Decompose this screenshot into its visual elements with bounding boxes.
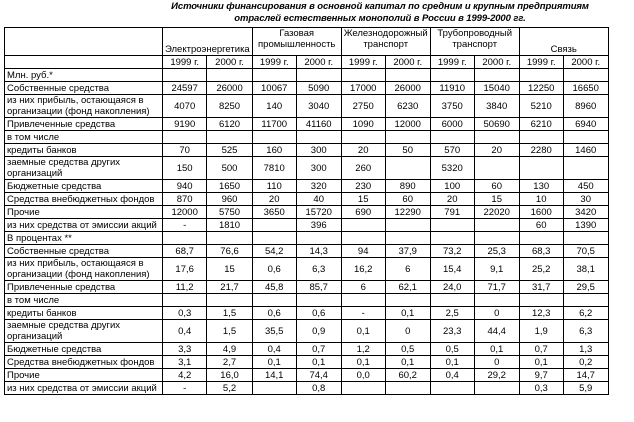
value-cell: 14,7 xyxy=(563,369,608,382)
value-cell xyxy=(385,219,430,232)
value-cell: 260 xyxy=(341,157,385,180)
value-cell: 9,1 xyxy=(474,258,519,281)
value-cell xyxy=(430,294,474,307)
year-header: 1999 г. xyxy=(163,56,207,69)
value-cell xyxy=(385,157,430,180)
row-label: Бюджетные средства xyxy=(5,343,163,356)
value-cell: 3840 xyxy=(474,95,519,118)
value-cell: 1460 xyxy=(563,144,608,157)
value-cell: 85,7 xyxy=(296,281,341,294)
row-label: Средства внебюджетных фондов xyxy=(5,193,163,206)
value-cell: 1090 xyxy=(341,118,385,131)
value-cell xyxy=(341,131,385,144)
value-cell: 15720 xyxy=(296,206,341,219)
value-cell: 24,0 xyxy=(430,281,474,294)
value-cell xyxy=(341,294,385,307)
value-cell: 0,2 xyxy=(563,356,608,369)
value-cell: 5,2 xyxy=(207,382,252,395)
value-cell: 1650 xyxy=(207,180,252,193)
row-label: заемные средства других организаций xyxy=(5,320,163,343)
value-cell: 525 xyxy=(207,144,252,157)
row-label: кредиты банков xyxy=(5,144,163,157)
value-cell: 25,3 xyxy=(474,245,519,258)
value-cell: 11700 xyxy=(252,118,296,131)
value-cell: 62,1 xyxy=(385,281,430,294)
table-row xyxy=(5,382,609,395)
value-cell: 0,1 xyxy=(474,343,519,356)
value-cell: 0,5 xyxy=(430,343,474,356)
value-cell: 1,5 xyxy=(207,320,252,343)
value-cell: 3650 xyxy=(252,206,296,219)
value-cell: 4070 xyxy=(163,95,207,118)
value-cell: 15 xyxy=(341,193,385,206)
sector-header: Трубопроводный транспорт xyxy=(430,28,519,56)
value-cell: 20 xyxy=(430,193,474,206)
value-cell: 1,5 xyxy=(207,307,252,320)
value-cell: 0,1 xyxy=(519,356,563,369)
value-cell: 16,0 xyxy=(207,369,252,382)
value-cell xyxy=(341,219,385,232)
value-cell: 15 xyxy=(474,193,519,206)
value-cell: 11,2 xyxy=(163,281,207,294)
value-cell: 0,1 xyxy=(430,356,474,369)
value-cell xyxy=(385,232,430,245)
value-cell: 6000 xyxy=(430,118,474,131)
value-cell xyxy=(207,131,252,144)
row-label: из них прибыль, остающаяся в организации (фонд накопления) xyxy=(5,95,163,118)
value-cell: 22020 xyxy=(474,206,519,219)
value-cell: 44,4 xyxy=(474,320,519,343)
table-row xyxy=(5,258,609,281)
value-cell: 1390 xyxy=(563,219,608,232)
value-cell xyxy=(207,294,252,307)
value-cell: 130 xyxy=(519,180,563,193)
value-cell: 6120 xyxy=(207,118,252,131)
value-cell: 1,3 xyxy=(563,343,608,356)
value-cell: 20 xyxy=(252,193,296,206)
value-cell xyxy=(252,131,296,144)
value-cell: 3040 xyxy=(296,95,341,118)
value-cell: 68,7 xyxy=(163,245,207,258)
value-cell: 41160 xyxy=(296,118,341,131)
value-cell xyxy=(430,232,474,245)
value-cell: 300 xyxy=(296,157,341,180)
value-cell: 940 xyxy=(163,180,207,193)
value-cell: 30 xyxy=(563,193,608,206)
sector-header: Железнодорожный транспорт xyxy=(341,28,430,56)
value-cell: 26000 xyxy=(207,82,252,95)
value-cell: 60 xyxy=(519,219,563,232)
value-cell: 0,6 xyxy=(252,307,296,320)
value-cell xyxy=(474,232,519,245)
value-cell: 26000 xyxy=(385,82,430,95)
value-cell: 0,9 xyxy=(296,320,341,343)
value-cell xyxy=(207,232,252,245)
value-cell: 9,7 xyxy=(519,369,563,382)
unit-row xyxy=(5,69,609,82)
value-cell: 15040 xyxy=(474,82,519,95)
row-label: Средства внебюджетных фондов xyxy=(5,356,163,369)
table-row xyxy=(5,369,609,382)
table-row xyxy=(5,219,609,232)
value-cell: 12000 xyxy=(163,206,207,219)
value-cell xyxy=(563,232,608,245)
value-cell: 68,3 xyxy=(519,245,563,258)
year-header: 1999 г. xyxy=(430,56,474,69)
row-label: Прочие xyxy=(5,206,163,219)
year-header: 1999 г. xyxy=(252,56,296,69)
value-cell: 6230 xyxy=(385,95,430,118)
value-cell xyxy=(385,131,430,144)
financing-table xyxy=(4,27,609,395)
value-cell: 3,3 xyxy=(163,343,207,356)
value-cell xyxy=(563,294,608,307)
row-label: заемные средства других организаций xyxy=(5,157,163,180)
sector-header-row xyxy=(5,28,609,56)
value-cell: 8960 xyxy=(563,95,608,118)
value-cell xyxy=(163,232,207,245)
value-cell: 5320 xyxy=(430,157,474,180)
value-cell: 29,2 xyxy=(474,369,519,382)
value-cell: 0,3 xyxy=(163,307,207,320)
value-cell: 5090 xyxy=(296,82,341,95)
value-cell: 0,4 xyxy=(252,343,296,356)
table-row xyxy=(5,232,609,245)
value-cell: 74,4 xyxy=(296,369,341,382)
unit-label: Млн. руб.* xyxy=(5,69,163,82)
value-cell: 110 xyxy=(252,180,296,193)
value-cell: 29,5 xyxy=(563,281,608,294)
value-cell: 16650 xyxy=(563,82,608,95)
value-cell: 3420 xyxy=(563,206,608,219)
value-cell: 140 xyxy=(252,95,296,118)
value-cell: 0,3 xyxy=(519,382,563,395)
table-row xyxy=(5,343,609,356)
row-label: Привлеченные средства xyxy=(5,118,163,131)
value-cell: - xyxy=(163,382,207,395)
value-cell: 0,5 xyxy=(385,343,430,356)
value-cell: 20 xyxy=(474,144,519,157)
value-cell xyxy=(519,157,563,180)
value-cell xyxy=(563,157,608,180)
table-row xyxy=(5,118,609,131)
value-cell xyxy=(296,232,341,245)
row-label: Бюджетные средства xyxy=(5,180,163,193)
value-cell: 5750 xyxy=(207,206,252,219)
value-cell: 7810 xyxy=(252,157,296,180)
value-cell: 6 xyxy=(385,258,430,281)
value-cell: 35,5 xyxy=(252,320,296,343)
value-cell: 1,2 xyxy=(341,343,385,356)
value-cell xyxy=(252,382,296,395)
year-header: 2000 г. xyxy=(474,56,519,69)
value-cell xyxy=(341,232,385,245)
table-row xyxy=(5,144,609,157)
value-cell: 70,5 xyxy=(563,245,608,258)
value-cell: 16,2 xyxy=(341,258,385,281)
table-row xyxy=(5,294,609,307)
table-row xyxy=(5,157,609,180)
table-row xyxy=(5,356,609,369)
value-cell: 1600 xyxy=(519,206,563,219)
row-label: из них средства от эмиссии акций xyxy=(5,219,163,232)
value-cell: 690 xyxy=(341,206,385,219)
value-cell: 160 xyxy=(252,144,296,157)
value-cell: 40 xyxy=(296,193,341,206)
value-cell: 0 xyxy=(385,320,430,343)
value-cell: 0,0 xyxy=(341,369,385,382)
table-row xyxy=(5,131,609,144)
value-cell xyxy=(163,294,207,307)
value-cell: 1,9 xyxy=(519,320,563,343)
value-cell xyxy=(474,294,519,307)
table-row xyxy=(5,206,609,219)
value-cell xyxy=(296,294,341,307)
value-cell xyxy=(252,294,296,307)
sector-header: Связь xyxy=(519,28,608,56)
year-header: 2000 г. xyxy=(563,56,608,69)
value-cell: 70 xyxy=(163,144,207,157)
value-cell: 791 xyxy=(430,206,474,219)
corner-cell xyxy=(5,56,163,69)
value-cell: 23,3 xyxy=(430,320,474,343)
value-cell: 24597 xyxy=(163,82,207,95)
table-row xyxy=(5,95,609,118)
row-label: В процентах ** xyxy=(5,232,163,245)
value-cell: 0,6 xyxy=(252,258,296,281)
value-cell: 0,8 xyxy=(296,382,341,395)
value-cell: 960 xyxy=(207,193,252,206)
value-cell xyxy=(430,219,474,232)
value-cell: 4,2 xyxy=(163,369,207,382)
sector-header: Газовая промышленность xyxy=(252,28,341,56)
value-cell: 25,2 xyxy=(519,258,563,281)
row-label: Собственные средства xyxy=(5,245,163,258)
value-cell: 3,1 xyxy=(163,356,207,369)
value-cell: 0 xyxy=(474,356,519,369)
value-cell: 94 xyxy=(341,245,385,258)
value-cell: 570 xyxy=(430,144,474,157)
value-cell: 54,2 xyxy=(252,245,296,258)
row-label: Собственные средства xyxy=(5,82,163,95)
value-cell: 5210 xyxy=(519,95,563,118)
value-cell: 1810 xyxy=(207,219,252,232)
value-cell: 230 xyxy=(341,180,385,193)
value-cell xyxy=(430,131,474,144)
value-cell: 11910 xyxy=(430,82,474,95)
value-cell xyxy=(296,131,341,144)
value-cell: 0,4 xyxy=(163,320,207,343)
value-cell: 73,2 xyxy=(430,245,474,258)
value-cell: 2280 xyxy=(519,144,563,157)
value-cell: 14,3 xyxy=(296,245,341,258)
value-cell xyxy=(252,232,296,245)
value-cell: - xyxy=(341,307,385,320)
value-cell: 21,7 xyxy=(207,281,252,294)
sector-header: Электроэнергетика xyxy=(163,28,253,56)
value-cell: 12290 xyxy=(385,206,430,219)
value-cell: 17000 xyxy=(341,82,385,95)
value-cell: 0 xyxy=(474,307,519,320)
value-cell xyxy=(474,382,519,395)
value-cell: 12000 xyxy=(385,118,430,131)
year-header: 1999 г. xyxy=(341,56,385,69)
value-cell: 0,1 xyxy=(341,320,385,343)
table-row xyxy=(5,320,609,343)
value-cell: 0,1 xyxy=(252,356,296,369)
value-cell: 396 xyxy=(296,219,341,232)
value-cell xyxy=(563,131,608,144)
year-header: 2000 г. xyxy=(385,56,430,69)
table-row xyxy=(5,180,609,193)
value-cell: 6,3 xyxy=(296,258,341,281)
table-title: Источники финансирования в основной капитал по средним и крупным предприятиям отраслей естественных монополий в России в 1999-2000 гг. xyxy=(171,1,589,24)
value-cell: 4,9 xyxy=(207,343,252,356)
row-label: в том числе xyxy=(5,131,163,144)
value-cell: 6,2 xyxy=(563,307,608,320)
value-cell: 500 xyxy=(207,157,252,180)
value-cell: 12250 xyxy=(519,82,563,95)
value-cell: 0,1 xyxy=(385,307,430,320)
value-cell: - xyxy=(163,219,207,232)
value-cell: 37,9 xyxy=(385,245,430,258)
value-cell: 10067 xyxy=(252,82,296,95)
value-cell: 870 xyxy=(163,193,207,206)
value-cell xyxy=(385,382,430,395)
value-cell xyxy=(430,382,474,395)
table-row xyxy=(5,245,609,258)
value-cell: 6 xyxy=(341,281,385,294)
value-cell xyxy=(519,131,563,144)
value-cell: 2750 xyxy=(341,95,385,118)
value-cell: 0,6 xyxy=(296,307,341,320)
value-cell xyxy=(519,294,563,307)
value-cell: 9190 xyxy=(163,118,207,131)
value-cell: 0,7 xyxy=(519,343,563,356)
row-label: из них прибыль, остающаяся в организации (фонд накопления) xyxy=(5,258,163,281)
value-cell xyxy=(474,157,519,180)
value-cell: 50690 xyxy=(474,118,519,131)
value-cell: 6,3 xyxy=(563,320,608,343)
value-cell: 60,2 xyxy=(385,369,430,382)
value-cell: 150 xyxy=(163,157,207,180)
value-cell: 450 xyxy=(563,180,608,193)
value-cell: 0,4 xyxy=(430,369,474,382)
value-cell: 15,4 xyxy=(430,258,474,281)
value-cell: 50 xyxy=(385,144,430,157)
value-cell: 100 xyxy=(430,180,474,193)
value-cell xyxy=(474,131,519,144)
value-cell: 14,1 xyxy=(252,369,296,382)
value-cell: 71,7 xyxy=(474,281,519,294)
value-cell: 31,7 xyxy=(519,281,563,294)
value-cell: 320 xyxy=(296,180,341,193)
value-cell: 10 xyxy=(519,193,563,206)
value-cell: 6940 xyxy=(563,118,608,131)
value-cell xyxy=(252,219,296,232)
value-cell: 45,8 xyxy=(252,281,296,294)
value-cell: 76,6 xyxy=(207,245,252,258)
row-label: из них средства от эмиссии акций xyxy=(5,382,163,395)
value-cell xyxy=(519,232,563,245)
value-cell: 60 xyxy=(385,193,430,206)
year-header: 2000 г. xyxy=(207,56,252,69)
value-cell xyxy=(385,294,430,307)
value-cell: 2,7 xyxy=(207,356,252,369)
value-cell: 8250 xyxy=(207,95,252,118)
value-cell: 0,7 xyxy=(296,343,341,356)
row-label: кредиты банков xyxy=(5,307,163,320)
value-cell: 3750 xyxy=(430,95,474,118)
value-cell: 5,9 xyxy=(563,382,608,395)
value-cell: 17,6 xyxy=(163,258,207,281)
table-row xyxy=(5,82,609,95)
year-header-row xyxy=(5,56,609,69)
value-cell: 38,1 xyxy=(563,258,608,281)
corner-cell xyxy=(5,28,163,56)
value-cell: 6210 xyxy=(519,118,563,131)
year-header: 1999 г. xyxy=(519,56,563,69)
value-cell: 15 xyxy=(207,258,252,281)
value-cell: 2,5 xyxy=(430,307,474,320)
row-label: в том числе xyxy=(5,294,163,307)
row-label: Привлеченные средства xyxy=(5,281,163,294)
value-cell: 0,1 xyxy=(296,356,341,369)
value-cell xyxy=(474,219,519,232)
value-cell: 20 xyxy=(341,144,385,157)
table-row xyxy=(5,307,609,320)
value-cell xyxy=(341,382,385,395)
value-cell: 12,3 xyxy=(519,307,563,320)
table-row xyxy=(5,281,609,294)
value-cell: 300 xyxy=(296,144,341,157)
value-cell: 890 xyxy=(385,180,430,193)
value-cell: 60 xyxy=(474,180,519,193)
value-cell xyxy=(163,131,207,144)
year-header: 2000 г. xyxy=(296,56,341,69)
value-cell: 0,1 xyxy=(385,356,430,369)
row-label: Прочие xyxy=(5,369,163,382)
value-cell: 0,1 xyxy=(341,356,385,369)
table-row xyxy=(5,193,609,206)
